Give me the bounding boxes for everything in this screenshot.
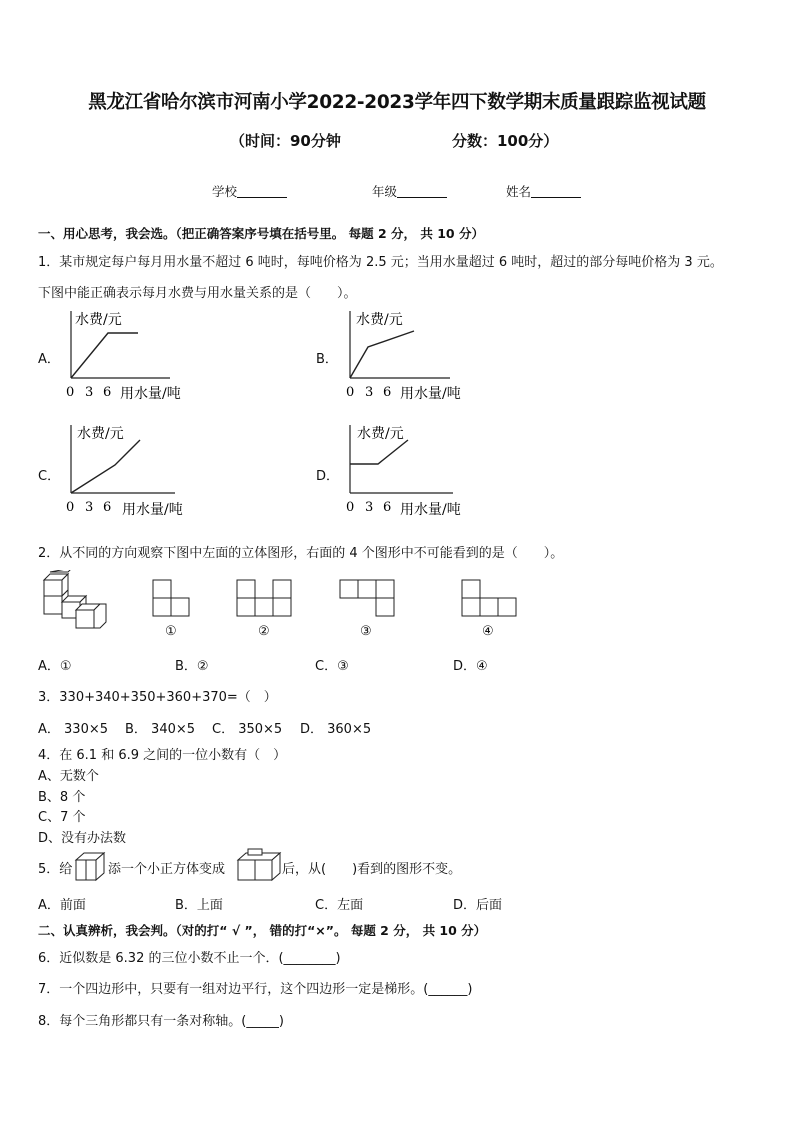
x-axis-label: 用水量/吨: [400, 502, 461, 518]
q4-text: 4．在 6.1 和 6.9 之间的一位小数有（ ）: [38, 748, 287, 763]
q4-option-c[interactable]: C、7 个: [38, 810, 86, 825]
x-axis-label: 用水量/吨: [120, 386, 181, 402]
x-axis-label: 用水量/吨: [400, 386, 461, 402]
q5-text-part2: 添一个小正方体变成: [108, 862, 226, 877]
y-axis-label: 水费/元: [75, 312, 122, 328]
q2-fig-label-3: ③: [360, 624, 372, 639]
y-axis-label: 水费/元: [357, 426, 404, 442]
q3-option-b[interactable]: B． 340×5: [125, 722, 196, 737]
svg-text:6: 6: [383, 385, 392, 400]
q1-text-line1: 1．某市规定每户每月用水量不超过 6 吨时，每吨价格为 2.5 元；当用水量超过 6 吨时，超过的部分每吨价格为 3 元。: [38, 255, 723, 270]
q4-option-a[interactable]: A、无数个: [38, 769, 99, 784]
q2-fig-label-1: ①: [165, 624, 177, 639]
svg-text:0: 0: [66, 385, 75, 400]
q3-text: 3．330+340+350+360+370=（ ）: [38, 690, 277, 705]
q2-option-a[interactable]: A．①: [38, 659, 72, 674]
q6-text: 6．近似数是 6.32 的三位小数不止一个．(________): [38, 951, 341, 966]
section-1-heading: 一、用心思考，我会选。（把正确答案序号填在括号里。 每题 2 分， 共 10 分）: [38, 226, 484, 241]
q2-view-4: [460, 577, 522, 619]
q8-text: 8．每个三角形都只有一条对称轴。(_____): [38, 1014, 284, 1029]
q2-view-3: [338, 577, 398, 619]
svg-text:0: 0: [346, 385, 355, 400]
q1-graph-d: [338, 418, 493, 520]
q1-option-b-label: B．: [316, 352, 338, 367]
svg-text:3: 3: [365, 500, 374, 515]
q5-text-part3: 后，从( )看到的图形不变。: [282, 862, 462, 877]
q2-fig-label-4: ④: [482, 624, 494, 639]
q5-figure-before: [74, 850, 108, 882]
q2-view-2: [235, 577, 295, 619]
q2-solid-figure: [40, 570, 112, 632]
q7-text: 7．一个四边形中，只要有一组对边平行，这个四边形一定是梯形。(______): [38, 982, 473, 997]
school-field: 学校: [212, 182, 287, 200]
svg-text:3: 3: [85, 385, 94, 400]
q3-option-c[interactable]: C． 350×5: [212, 722, 283, 737]
q5-option-a[interactable]: A．前面: [38, 898, 86, 913]
y-axis-label: 水费/元: [77, 426, 124, 442]
svg-text:3: 3: [85, 500, 94, 515]
svg-text:6: 6: [383, 500, 392, 515]
q1-graph-c: [60, 418, 210, 520]
grade-field: 年级: [372, 182, 447, 200]
q1-graph-a: [60, 305, 210, 405]
y-axis-label: 水费/元: [356, 312, 403, 328]
q1-text-line2: 下图中能正确表示每月水费与用水量关系的是（ ）。: [38, 286, 357, 301]
q4-option-b[interactable]: B、8 个: [38, 790, 86, 805]
q5-text-part1: 5．给: [38, 862, 73, 877]
q1-option-a-label: A．: [38, 352, 60, 367]
section-2-heading: 二、认真辨析，我会判。（对的打“ √ ”， 错的打“×”。 每题 2 分， 共 10 分）: [38, 923, 487, 938]
x-axis-label: 用水量/吨: [122, 502, 183, 518]
svg-text:6: 6: [103, 500, 112, 515]
page-title: 黑龙江省哈尔滨市河南小学2022-2023学年四下数学期末质量跟踪监视试题: [88, 92, 706, 113]
q2-text: 2．从不同的方向观察下图中左面的立体图形，右面的 4 个图形中不可能看到的是（ ）。: [38, 546, 564, 561]
svg-text:3: 3: [365, 385, 374, 400]
time-label: （时间：90分钟: [230, 132, 341, 150]
q3-option-a[interactable]: A． 330×5: [38, 722, 109, 737]
q2-option-d[interactable]: D．④: [453, 659, 488, 674]
score-label: 分数：100分）: [452, 132, 559, 150]
q3-option-d[interactable]: D． 360×5: [300, 722, 372, 737]
q5-option-c[interactable]: C．左面: [315, 898, 364, 913]
q5-option-d[interactable]: D．后面: [453, 898, 503, 913]
q1-option-c-label: C．: [38, 469, 61, 484]
q4-option-d[interactable]: D、没有办法数: [38, 831, 127, 846]
q2-fig-label-2: ②: [258, 624, 270, 639]
svg-text:0: 0: [66, 500, 75, 515]
q5-figure-after: [236, 848, 282, 882]
svg-text:6: 6: [103, 385, 112, 400]
q5-option-b[interactable]: B．上面: [175, 898, 223, 913]
q1-graph-b: [338, 305, 488, 405]
q2-view-1: [150, 577, 192, 619]
q2-option-b[interactable]: B．②: [175, 659, 209, 674]
name-field: 姓名: [506, 182, 581, 200]
svg-text:0: 0: [346, 500, 355, 515]
q1-option-d-label: D．: [316, 469, 340, 484]
q2-option-c[interactable]: C．③: [315, 659, 349, 674]
